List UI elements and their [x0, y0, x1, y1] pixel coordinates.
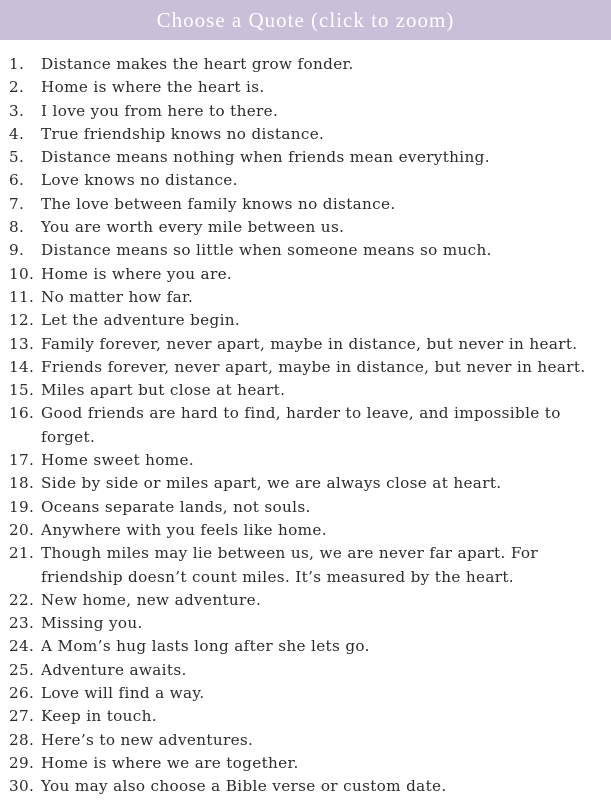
quote-number: 8.	[9, 218, 25, 237]
quote-text: Home is where we are together.	[41, 753, 299, 772]
quote-number: 13.	[9, 334, 35, 353]
quote-text: True friendship knows no distance.	[41, 124, 325, 143]
quote-item-15[interactable]	[0, 379, 611, 402]
quote-item-20[interactable]	[0, 519, 611, 542]
quote-text: Home sweet home.	[41, 451, 195, 470]
quote-text: Adventure awaits.	[41, 660, 187, 679]
quote-number: 25.	[9, 660, 35, 679]
quote-item-27[interactable]	[0, 705, 611, 728]
quote-number: 19.	[9, 497, 35, 516]
quote-number: 7.	[9, 194, 25, 213]
quote-number: 16.	[9, 404, 35, 423]
quote-text: Distance means nothing when friends mean everything.	[41, 148, 490, 167]
quote-number: 24.	[9, 637, 35, 656]
quote-text: Distance makes the heart grow fonder.	[41, 55, 354, 73]
quote-number: 17.	[9, 451, 35, 470]
quote-number: 28.	[9, 730, 35, 749]
quote-item-25[interactable]	[0, 659, 611, 682]
quote-item-22[interactable]	[0, 589, 611, 612]
quote-text: I love you from here to there.	[41, 101, 279, 120]
quote-text: A Mom’s hug lasts long after she lets go.	[41, 637, 370, 656]
quote-number: 2.	[9, 78, 25, 97]
quote-text: Home is where the heart is.	[41, 78, 265, 97]
quote-item-21[interactable]	[0, 542, 611, 589]
quote-item-23[interactable]	[0, 612, 611, 635]
quote-number: 22.	[9, 590, 35, 609]
quote-item-12[interactable]	[0, 309, 611, 332]
quote-item-24[interactable]	[0, 635, 611, 658]
quote-number: 9.	[9, 241, 25, 260]
quote-item-4[interactable]	[0, 123, 611, 146]
quote-text: Home is where you are.	[41, 264, 233, 283]
quote-number: 20.	[9, 520, 35, 539]
quote-item-5[interactable]	[0, 146, 611, 169]
quote-text: Anywhere with you feels like home.	[41, 520, 327, 539]
header-bar	[0, 0, 611, 40]
quote-item-1[interactable]	[0, 53, 611, 76]
quote-text: Friends forever, never apart, maybe in distance, but never in heart.	[41, 357, 586, 376]
quote-number: 6.	[9, 171, 25, 190]
quote-number: 29.	[9, 753, 35, 772]
quote-text: Miles apart but close at heart.	[41, 381, 286, 400]
quote-text: You may also choose a Bible verse or custom date.	[41, 777, 447, 796]
quote-text: Side by side or miles apart, we are always close at heart.	[41, 474, 502, 493]
quote-item-8[interactable]	[0, 216, 611, 239]
quote-text: Though miles may lie between us, we are never far apart. For friendship doesn’t count miles. It’s measured by the heart.	[41, 544, 539, 586]
quote-item-28[interactable]	[0, 729, 611, 752]
quote-text: Here’s to new adventures.	[41, 730, 254, 749]
quote-text: The love between family knows no distance.	[41, 194, 396, 213]
quote-number: 5.	[9, 148, 25, 167]
quote-number: 1.	[9, 55, 25, 73]
quote-number: 27.	[9, 707, 35, 726]
quote-text: Oceans separate lands, not souls.	[41, 497, 311, 516]
quote-item-18[interactable]	[0, 472, 611, 495]
quote-list	[0, 53, 611, 799]
quote-item-17[interactable]	[0, 449, 611, 472]
quote-item-26[interactable]	[0, 682, 611, 705]
quote-text: Love knows no distance.	[41, 171, 238, 190]
quote-text: Family forever, never apart, maybe in distance, but never in heart.	[41, 334, 578, 353]
quote-item-29[interactable]	[0, 752, 611, 775]
quote-number: 18.	[9, 474, 35, 493]
quote-item-19[interactable]	[0, 496, 611, 519]
quote-item-7[interactable]	[0, 193, 611, 216]
quote-number: 10.	[9, 264, 35, 283]
quote-number: 15.	[9, 381, 35, 400]
quote-number: 21.	[9, 544, 35, 563]
quote-text: Love will find a way.	[41, 684, 205, 703]
quote-text: Good friends are hard to find, harder to leave, and impossible to forget.	[41, 404, 561, 446]
quote-number: 11.	[9, 287, 35, 306]
quote-item-30[interactable]	[0, 775, 611, 798]
quote-text: Distance means so little when someone means so much.	[41, 241, 492, 260]
quote-item-6[interactable]	[0, 169, 611, 192]
quote-item-2[interactable]	[0, 76, 611, 99]
quote-text: Missing you.	[41, 614, 143, 633]
quote-text: No matter how far.	[41, 287, 194, 306]
quote-number: 3.	[9, 101, 25, 120]
quote-number: 12.	[9, 311, 35, 330]
quote-text: Let the adventure begin.	[41, 311, 241, 330]
quote-item-9[interactable]	[0, 239, 611, 262]
quote-item-13[interactable]	[0, 333, 611, 356]
quote-text: New home, new adventure.	[41, 590, 262, 609]
page-title: Choose a Quote (click to zoom)	[156, 7, 455, 32]
quote-number: 23.	[9, 614, 35, 633]
quote-item-11[interactable]	[0, 286, 611, 309]
quote-number: 4.	[9, 124, 25, 143]
quote-item-3[interactable]	[0, 100, 611, 123]
quote-item-10[interactable]	[0, 263, 611, 286]
quote-item-16[interactable]	[0, 402, 611, 449]
quote-text: You are worth every mile between us.	[41, 218, 345, 237]
quote-number: 26.	[9, 684, 35, 703]
quote-number: 30.	[9, 777, 35, 796]
quote-text: Keep in touch.	[41, 707, 157, 726]
quote-number: 14.	[9, 357, 35, 376]
quote-item-14[interactable]	[0, 356, 611, 379]
